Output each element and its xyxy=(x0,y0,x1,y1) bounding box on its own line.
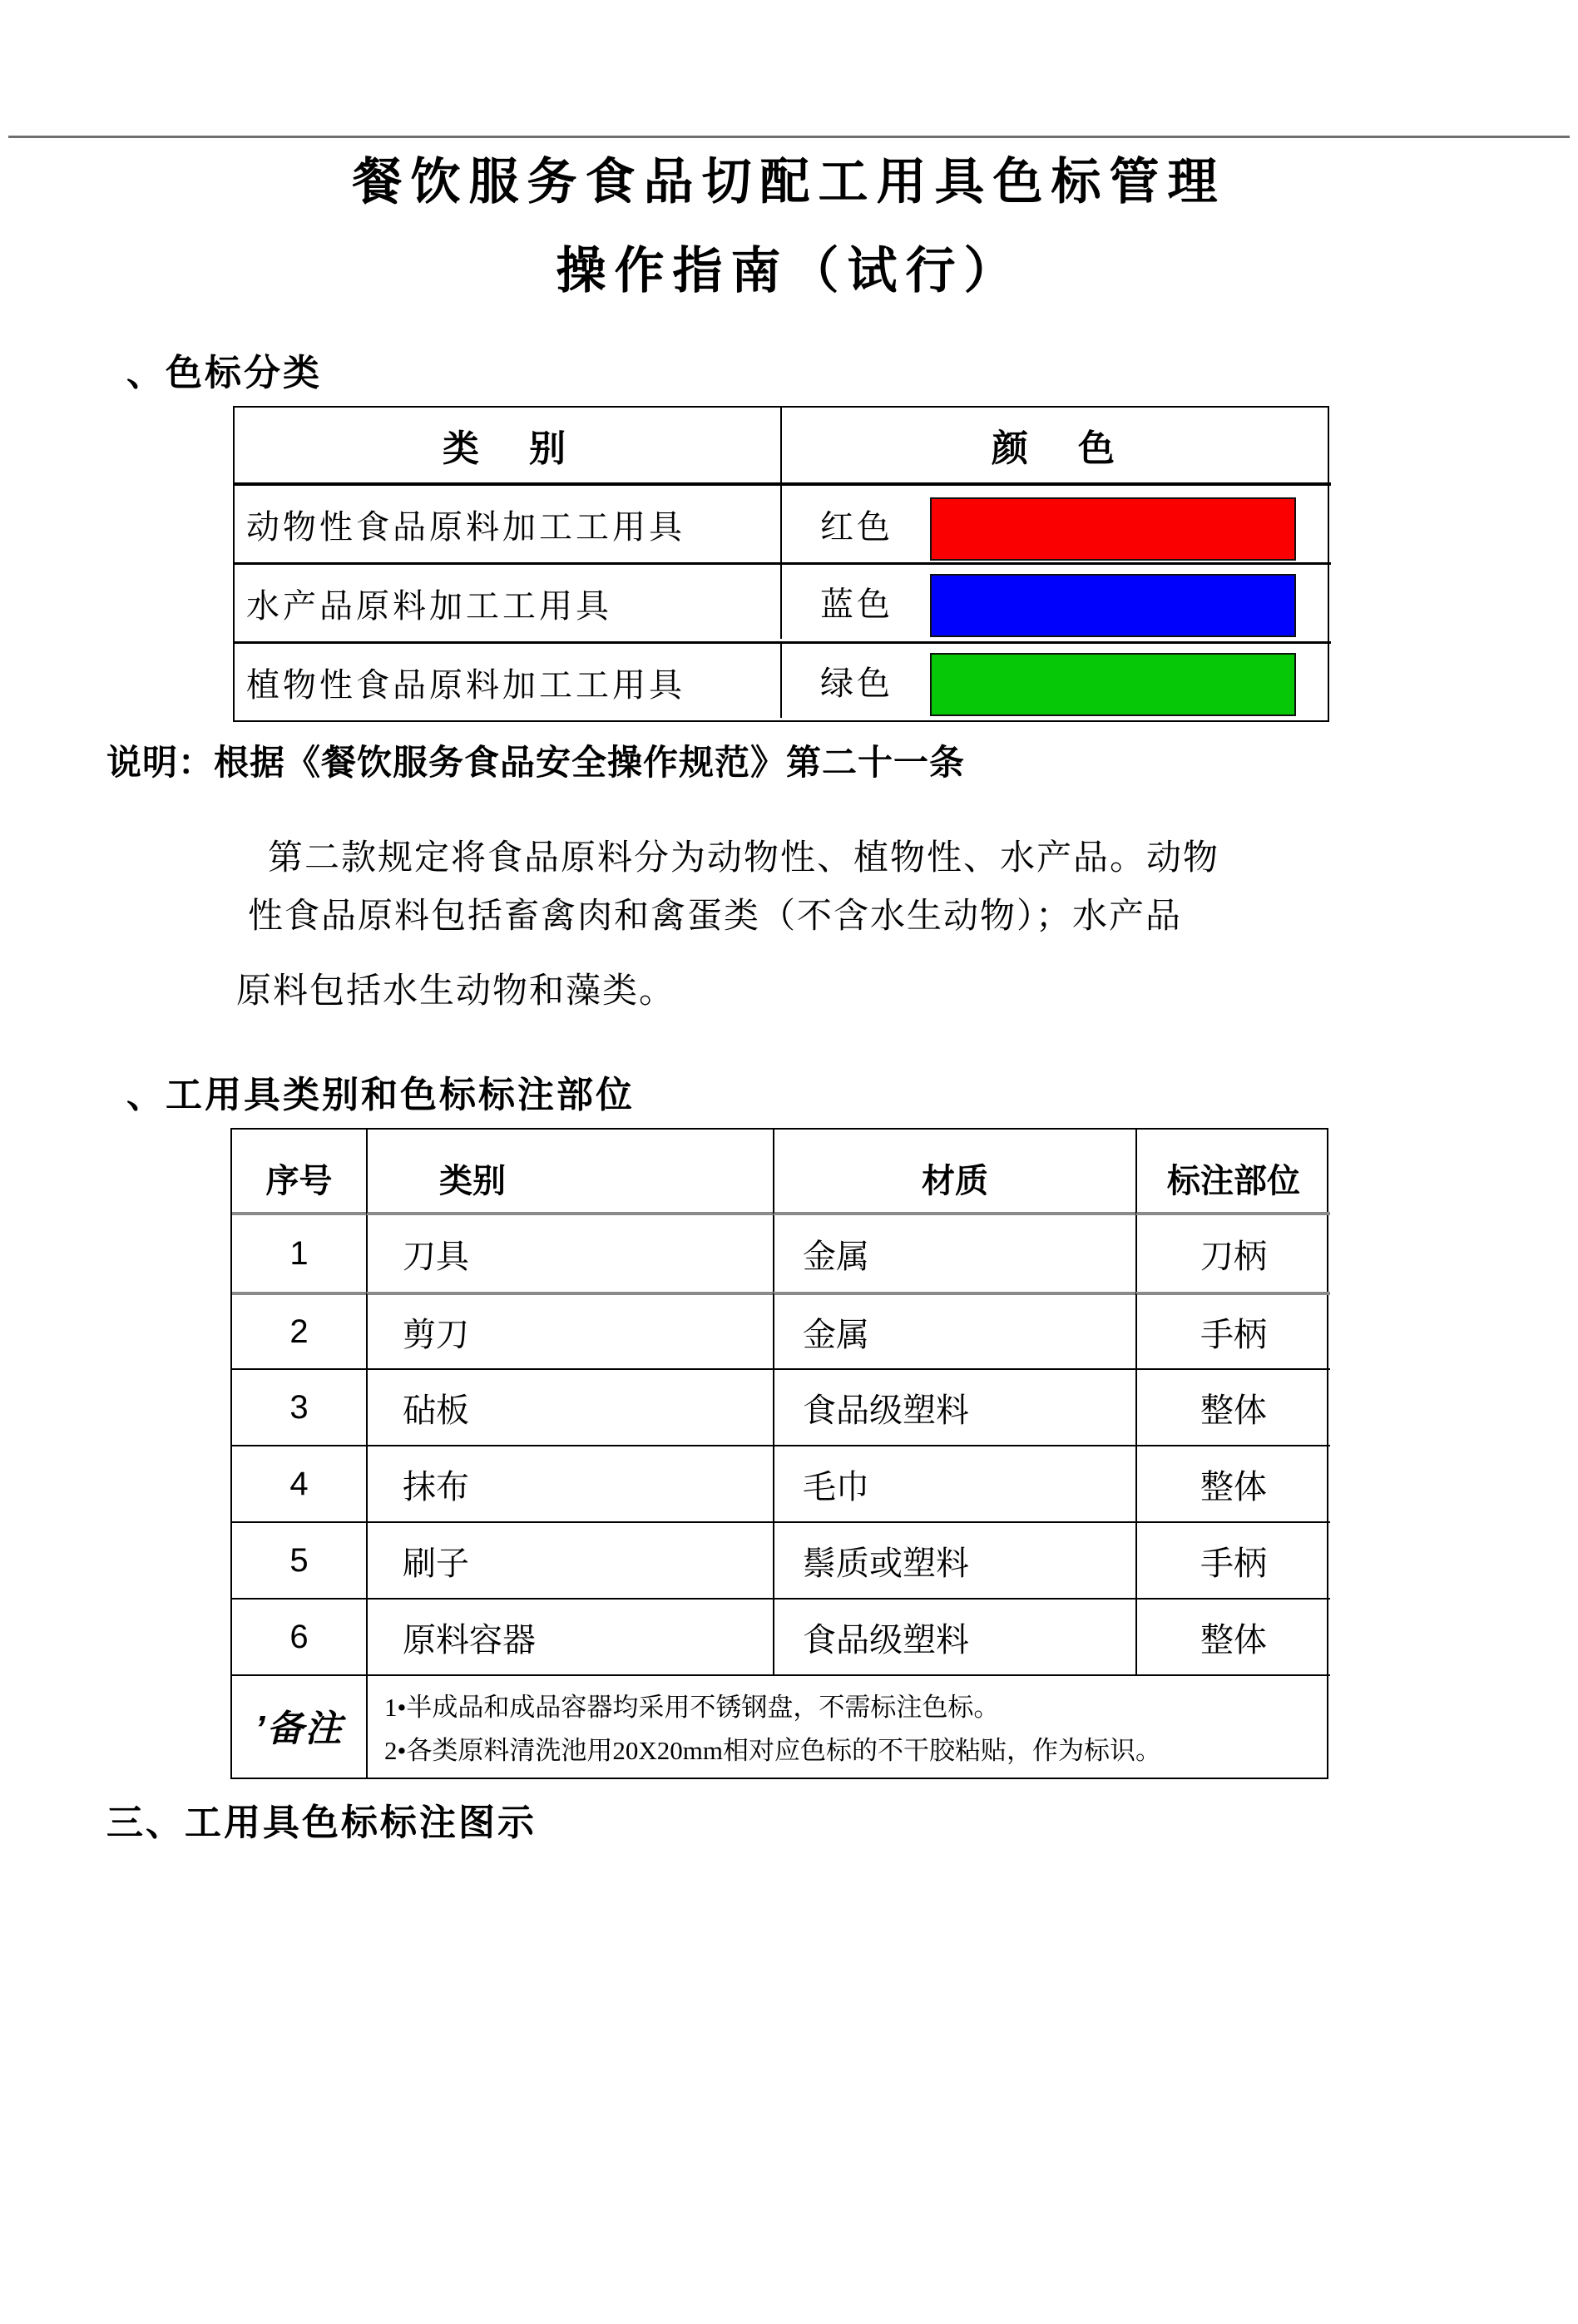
row-category: 刀具 xyxy=(366,1215,773,1292)
column-header-no: 序号 xyxy=(232,1130,366,1215)
row-material: 金属 xyxy=(773,1292,1135,1368)
column-header-mark-position: 标注部位 xyxy=(1135,1130,1330,1215)
row-material: 鬃质或塑料 xyxy=(773,1521,1135,1598)
row-category: 剪刀 xyxy=(366,1292,773,1368)
blue-color-swatch xyxy=(930,574,1296,637)
red-color-swatch xyxy=(930,497,1296,561)
remark-label: ’备注 xyxy=(232,1674,366,1774)
section-heading-illustrations: 三、工用具色标标注图示 xyxy=(106,1802,537,1843)
green-color-swatch xyxy=(930,653,1296,716)
tool-category-table xyxy=(230,1128,1328,1779)
color-name-label: 绿色 xyxy=(820,665,893,702)
row-no: 1 xyxy=(289,1234,309,1272)
column-header-category: 类 别 xyxy=(235,408,780,486)
color-name-label: 红色 xyxy=(820,507,893,546)
row-no: 2 xyxy=(232,1292,366,1368)
row-mark-position: 手柄 xyxy=(1135,1292,1330,1368)
row-no: 6 xyxy=(232,1598,366,1674)
table-row-color-cell xyxy=(780,486,1331,562)
row-category: 抹布 xyxy=(366,1445,773,1521)
row-no: 4 xyxy=(232,1445,366,1521)
remark-line-2: 2•各类原料清洗池用20X20mm相对应色标的不干胶粘贴，作为标识。 xyxy=(384,1736,1161,1765)
row-category: 砧板 xyxy=(366,1368,773,1445)
table-row-category: 植物性食品原料加工工用具 xyxy=(235,641,780,720)
table-row-color-cell xyxy=(780,562,1331,639)
remark-line-1: 1•半成品和成品容器均采用不锈钢盘，不需标注色标。 xyxy=(384,1693,1000,1722)
section-heading-tool-categories: 、工用具类别和色标标注部位 xyxy=(126,1075,635,1115)
row-mark-position: 整体 xyxy=(1135,1368,1330,1445)
row-mark-position: 整体 xyxy=(1135,1598,1330,1674)
note-line: 性食品原料包括畜禽肉和禽蛋类（不含水生动物）；水产品 xyxy=(248,896,1183,935)
table-row-category: 动物性食品原料加工工用具 xyxy=(246,507,685,546)
note-line: 第二款规定将食品原料分为动物性、植物性、水产品。动物 xyxy=(268,838,1220,877)
page-title-line2: 操作指南（试行） xyxy=(556,243,1022,299)
top-divider xyxy=(8,136,1570,138)
row-material: 毛巾 xyxy=(773,1445,1135,1521)
section-heading-color-classes: 、色标分类 xyxy=(126,353,322,393)
row-material: 金属 xyxy=(773,1215,1135,1292)
row-mark-position: 手柄 xyxy=(1135,1521,1330,1598)
row-category: 原料容器 xyxy=(366,1598,773,1674)
table-row-color-cell xyxy=(780,641,1331,718)
remark-content xyxy=(366,1674,1330,1778)
document-page xyxy=(0,136,1578,2324)
row-material: 食品级塑料 xyxy=(773,1368,1135,1445)
column-header-category: 类别 xyxy=(366,1130,773,1215)
column-header-material: 材质 xyxy=(773,1130,1135,1215)
row-category: 刷子 xyxy=(366,1521,773,1598)
page-title-line1: 餐饮服务食品切配工用具色标管理 xyxy=(352,154,1226,210)
row-material: 食品级塑料 xyxy=(773,1598,1135,1674)
row-no: 5 xyxy=(232,1521,366,1598)
row-no: 3 xyxy=(232,1368,366,1445)
table-row-category: 水产品原料加工工用具 xyxy=(235,562,780,641)
note-paragraph xyxy=(236,828,1578,945)
color-class-table xyxy=(233,406,1329,722)
column-header-color: 颜 色 xyxy=(780,408,1331,486)
note-paragraph-end: 原料包括水生动物和藻类。 xyxy=(236,971,676,1010)
note-heading: 说明：根据《餐饮服务食品安全操作规范》第二十一条 xyxy=(106,743,966,782)
row-mark-position: 整体 xyxy=(1135,1445,1330,1521)
color-name-label: 蓝色 xyxy=(820,586,893,623)
row-mark-position: 刀柄 xyxy=(1135,1215,1330,1292)
